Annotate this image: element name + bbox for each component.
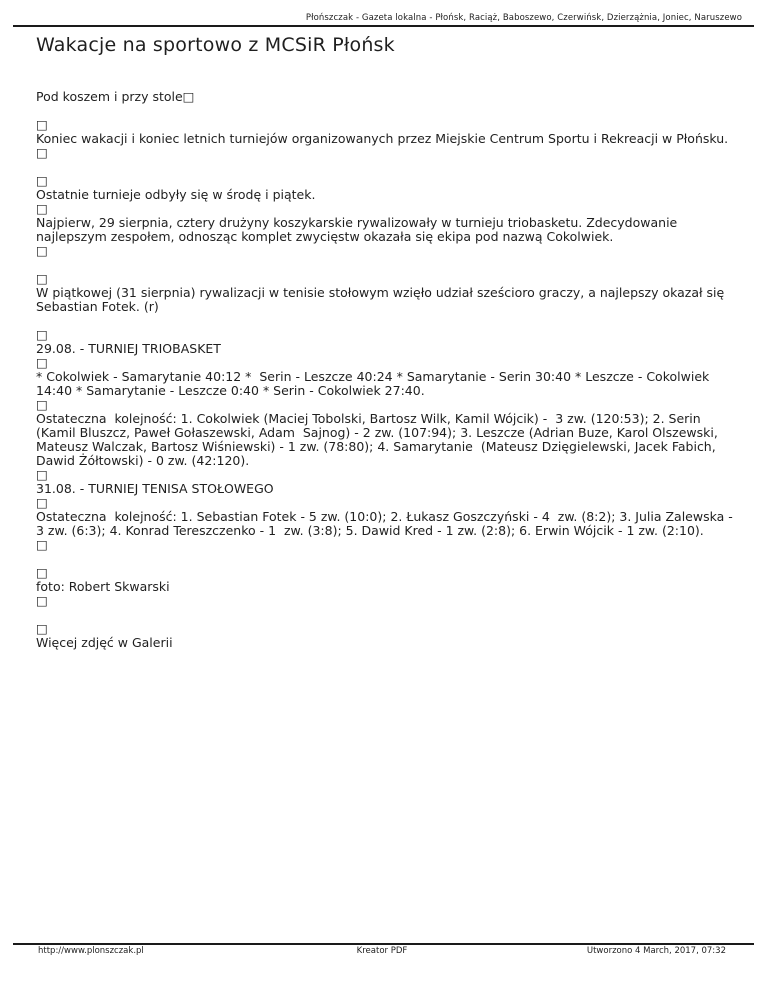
article-line: [36, 104, 742, 118]
article-line: Pod koszem i przy stole□: [36, 89, 195, 104]
article-line: [36, 160, 742, 174]
article-line: □: [36, 355, 48, 370]
article-line: □: [36, 467, 48, 482]
article-line: □: [36, 243, 48, 258]
article-line: * Cokolwiek - Samarytanie 40:12 * Serin - Leszcze 40:24 * Samarytanie - Serin 30:40 * Leszcze - Cokolwiek 14:40 * Samarytanie - Leszcze 0:40 * Serin - Cokolwiek 27:40.: [36, 369, 718, 398]
article-line: Najpierw, 29 sierpnia, cztery drużyny koszykarskie rywalizowały w turnieju triobasketu. Zdecydowanie najlepszym zespołem, odnosząc komplet zwycięstw okazała się ekipa pod nazwą Cokolwiek.: [36, 215, 682, 244]
footer-divider: [13, 943, 754, 945]
footer: [38, 946, 726, 956]
article-line: □: [36, 117, 48, 132]
article-line: [36, 552, 742, 566]
article-line: [36, 258, 742, 272]
article-line: [36, 314, 742, 328]
article-line: □: [36, 327, 48, 342]
footer-generator-label: Kreator PDF: [356, 946, 408, 956]
article-line: □: [36, 565, 48, 580]
article-line: Ostateczna kolejność: 1. Cokolwiek (Maciej Tobolski, Bartosz Wilk, Kamil Wójcik) - 3 zw. (120:53); 2. Serin (Kamil Bluszcz, Paweł Gołaszewski, Adam Sajnog) - 2 zw. (107:94); 3. Leszcze (Adrian Buze, Karol Olszewski, Mateusz Walczak, Bartosz Wiśniewski) - 1 zw. (78:80); 4. Samarytanie (Mateusz Dzięgielewski, Jacek Fabich, Dawid Żółtowski) - 0 zw. (42:120).: [36, 411, 726, 468]
article-line: Koniec wakacji i koniec letnich turniejów organizowanych przez Miejskie Centrum Sportu i Rekreacji w Płońsku.: [36, 131, 729, 146]
article-body: [36, 90, 742, 650]
article-line: □: [36, 145, 48, 160]
article-line: □: [36, 495, 48, 510]
article-line: □: [36, 271, 48, 286]
article-line: 29.08. - TURNIEJ TRIOBASKET: [36, 341, 221, 356]
article-line: Ostateczna kolejność: 1. Sebastian Fotek - 5 zw. (10:0); 2. Łukasz Goszczyński - 4 zw. (8:2); 3. Julia Zalewska - 3 zw. (6:3); 4. Konrad Tereszczenko - 1 zw. (3:8); 5. Dawid Kred - 1 zw. (2:8); 6. Erwin Wójcik - 1 zw. (2:10).: [36, 509, 737, 538]
header-divider: [13, 25, 754, 27]
article-line: □: [36, 593, 48, 608]
article-line: □: [36, 537, 48, 552]
article-line: □: [36, 201, 48, 216]
article-line: □: [36, 173, 48, 188]
article-line: □: [36, 397, 48, 412]
article-line: □: [36, 621, 48, 636]
article-line: foto: Robert Skwarski: [36, 579, 170, 594]
article-line: 31.08. - TURNIEJ TENISA STOŁOWEGO: [36, 481, 274, 496]
article-title: Wakacje na sportowo z MCSiR Płońsk: [36, 34, 395, 56]
footer-created-timestamp: Utworzono 4 March, 2017, 07:32: [586, 946, 726, 956]
article-line: [36, 608, 742, 622]
article-line: W piątkowej (31 sierpnia) rywalizacji w tenisie stołowym wzięło udział sześcioro graczy, a najlepszy okazał się Sebastian Fotek. (r): [36, 285, 729, 314]
masthead-text: Płońszczak - Gazeta lokalna - Płońsk, Raciąż, Baboszewo, Czerwińsk, Dzierzążnia, Joniec, Naruszewo: [305, 13, 742, 23]
article-line: Więcej zdjęć w Galerii: [36, 635, 173, 650]
footer-url: http://www.plonszczak.pl: [38, 946, 144, 956]
article-line: Ostatnie turnieje odbyły się w środę i piątek.: [36, 187, 316, 202]
